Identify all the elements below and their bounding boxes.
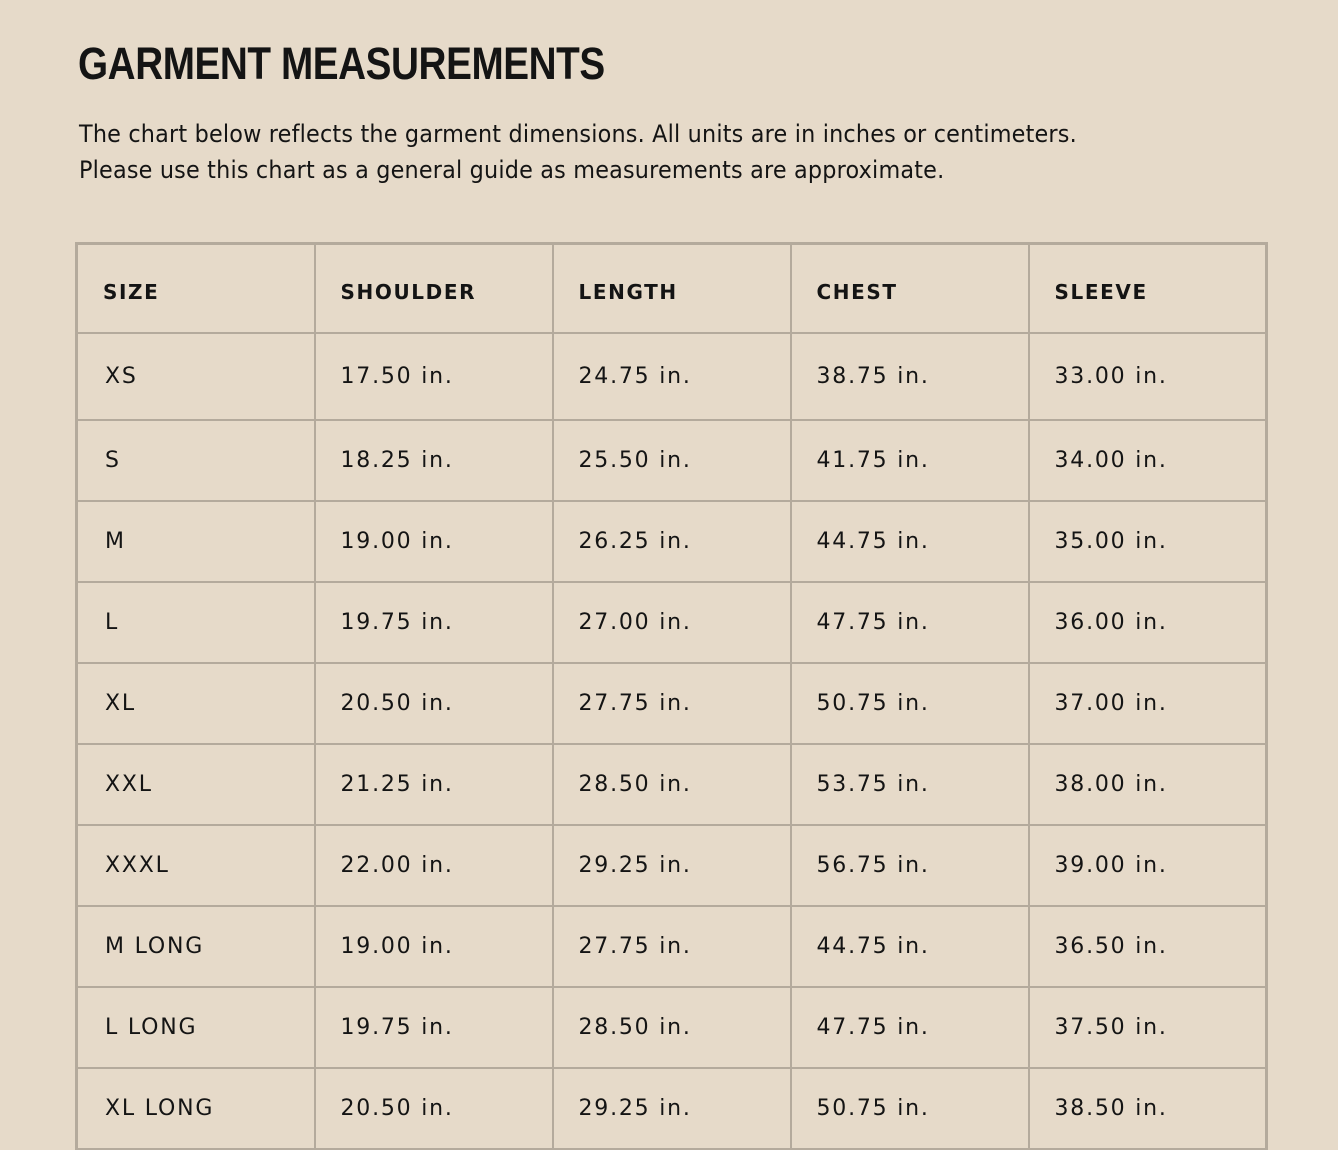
sleeve-cell: 35.00 in. (1029, 501, 1267, 582)
table-header-row (77, 244, 1267, 334)
description-line-1: The chart below reflects the garment dimensions. All units are in inches or centimeters. (79, 120, 1077, 148)
size-cell: L (77, 582, 315, 663)
size-cell: S (77, 420, 315, 501)
chest-cell: 41.75 in. (791, 420, 1029, 501)
table-row (77, 825, 1267, 906)
length-cell: 24.75 in. (553, 333, 791, 420)
table-row (77, 744, 1267, 825)
column-header-length: LENGTH (553, 244, 791, 334)
sleeve-cell: 38.00 in. (1029, 744, 1267, 825)
page-title: GARMENT MEASUREMENTS (78, 38, 605, 89)
size-cell: L LONG (77, 987, 315, 1068)
shoulder-cell: 19.00 in. (315, 501, 553, 582)
shoulder-cell: 20.50 in. (315, 663, 553, 744)
size-cell: XS (77, 333, 315, 420)
sleeve-cell: 38.50 in. (1029, 1068, 1267, 1149)
column-header-sleeve: SLEEVE (1029, 244, 1267, 334)
description-line-2: Please use this chart as a general guide as measurements are approximate. (79, 156, 945, 184)
column-header-size: SIZE (77, 244, 315, 334)
length-cell: 27.75 in. (553, 906, 791, 987)
shoulder-cell: 22.00 in. (315, 825, 553, 906)
sleeve-cell: 37.00 in. (1029, 663, 1267, 744)
table-row (77, 501, 1267, 582)
size-cell: XXL (77, 744, 315, 825)
length-cell: 29.25 in. (553, 1068, 791, 1149)
sleeve-cell: 39.00 in. (1029, 825, 1267, 906)
sleeve-cell: 36.00 in. (1029, 582, 1267, 663)
column-header-chest: CHEST (791, 244, 1029, 334)
chest-cell: 38.75 in. (791, 333, 1029, 420)
length-cell: 28.50 in. (553, 987, 791, 1068)
size-cell: M (77, 501, 315, 582)
shoulder-cell: 17.50 in. (315, 333, 553, 420)
table-row (77, 333, 1267, 420)
table-row (77, 663, 1267, 744)
length-cell: 27.75 in. (553, 663, 791, 744)
table-row (77, 906, 1267, 987)
length-cell: 26.25 in. (553, 501, 791, 582)
shoulder-cell: 18.25 in. (315, 420, 553, 501)
table-row (77, 1068, 1267, 1149)
measurements-table (75, 242, 1268, 1150)
shoulder-cell: 19.75 in. (315, 987, 553, 1068)
size-cell: XL (77, 663, 315, 744)
size-cell: M LONG (77, 906, 315, 987)
measurements-table-container (75, 242, 1268, 1150)
shoulder-cell: 21.25 in. (315, 744, 553, 825)
chest-cell: 47.75 in. (791, 582, 1029, 663)
sleeve-cell: 34.00 in. (1029, 420, 1267, 501)
size-cell: XXXL (77, 825, 315, 906)
chest-cell: 50.75 in. (791, 663, 1029, 744)
length-cell: 29.25 in. (553, 825, 791, 906)
table-row (77, 987, 1267, 1068)
page-description (79, 116, 1214, 188)
chest-cell: 47.75 in. (791, 987, 1029, 1068)
shoulder-cell: 19.75 in. (315, 582, 553, 663)
chest-cell: 56.75 in. (791, 825, 1029, 906)
shoulder-cell: 20.50 in. (315, 1068, 553, 1149)
sleeve-cell: 33.00 in. (1029, 333, 1267, 420)
chest-cell: 53.75 in. (791, 744, 1029, 825)
sleeve-cell: 36.50 in. (1029, 906, 1267, 987)
length-cell: 28.50 in. (553, 744, 791, 825)
table-row (77, 420, 1267, 501)
length-cell: 27.00 in. (553, 582, 791, 663)
column-header-shoulder: SHOULDER (315, 244, 553, 334)
shoulder-cell: 19.00 in. (315, 906, 553, 987)
chest-cell: 44.75 in. (791, 906, 1029, 987)
sleeve-cell: 37.50 in. (1029, 987, 1267, 1068)
chest-cell: 50.75 in. (791, 1068, 1029, 1149)
length-cell: 25.50 in. (553, 420, 791, 501)
size-cell: XL LONG (77, 1068, 315, 1149)
table-row (77, 582, 1267, 663)
chest-cell: 44.75 in. (791, 501, 1029, 582)
